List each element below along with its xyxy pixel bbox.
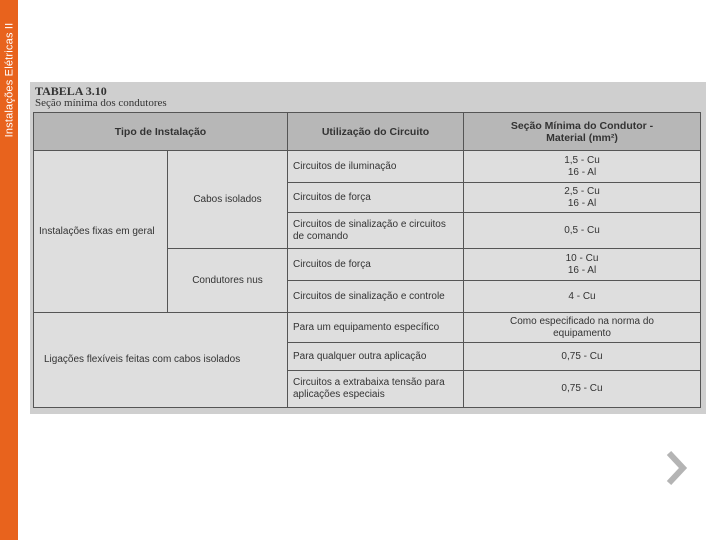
row-3-secao [464,213,700,249]
group-cabos: Cabos isolados [168,151,288,249]
scanned-table-image [30,82,706,414]
row-4-uso: Circuitos de força [288,249,464,281]
header-utilizacao: Utilização do Circuito [288,113,464,151]
header-tipo: Tipo de Instalação [34,113,288,151]
row-4-secao-cu: 10 - Cu [565,252,599,264]
row-5-uso: Circuitos de sinalização e controle [288,281,464,313]
group-fixas: Instalações fixas em geral [34,151,168,313]
row-1-secao [464,151,700,183]
row-6-uso: Para um equipamento específico [288,313,464,343]
row-2-secao [464,183,700,213]
header-secao: Seção Mínima do Condutor - Material (mm²) [464,113,700,151]
row-5-secao: 4 - Cu [464,281,700,313]
row-1-secao-al: 16 - Al [567,166,597,178]
row-4-secao [464,249,700,281]
group-flexiveis: Ligações flexíveis feitas com cabos isolados [34,313,288,407]
conductor-table [33,112,701,408]
row-8-secao: 0,75 - Cu [561,383,603,394]
row-1-uso: Circuitos de iluminação [288,151,464,183]
row-7-uso: Para qualquer outra aplicação [288,343,464,371]
row-8-uso: Circuitos a extrabaixa tensão para aplicações especiais [288,371,464,407]
table-title: TABELA 3.10 [35,84,107,98]
row-1-secao-cu: 1,5 - Cu [564,154,600,166]
row-2-secao-cu: 2,5 - Cu [564,185,600,197]
row-3-uso: Circuitos de sinalização e circuitos de comando [288,213,464,249]
row-6-secao: Como especificado na norma do equipamento [464,313,700,343]
row-7-secao: 0,75 - Cu [464,343,700,371]
row-4-secao-al: 16 - Al [567,264,597,276]
row-2-secao-al: 16 - Al [567,197,597,209]
sidebar-title [0,0,18,160]
sidebar-title-text: Instalações Elétricas II [3,22,16,138]
row-3-secao-cu: 0,5 - Cu [564,224,600,236]
table-subtitle: Seção mínima dos condutores [35,97,167,109]
chevron-right-icon[interactable] [664,450,688,486]
group-nus: Condutores nus [168,249,288,313]
row-2-uso: Circuitos de força [288,183,464,213]
